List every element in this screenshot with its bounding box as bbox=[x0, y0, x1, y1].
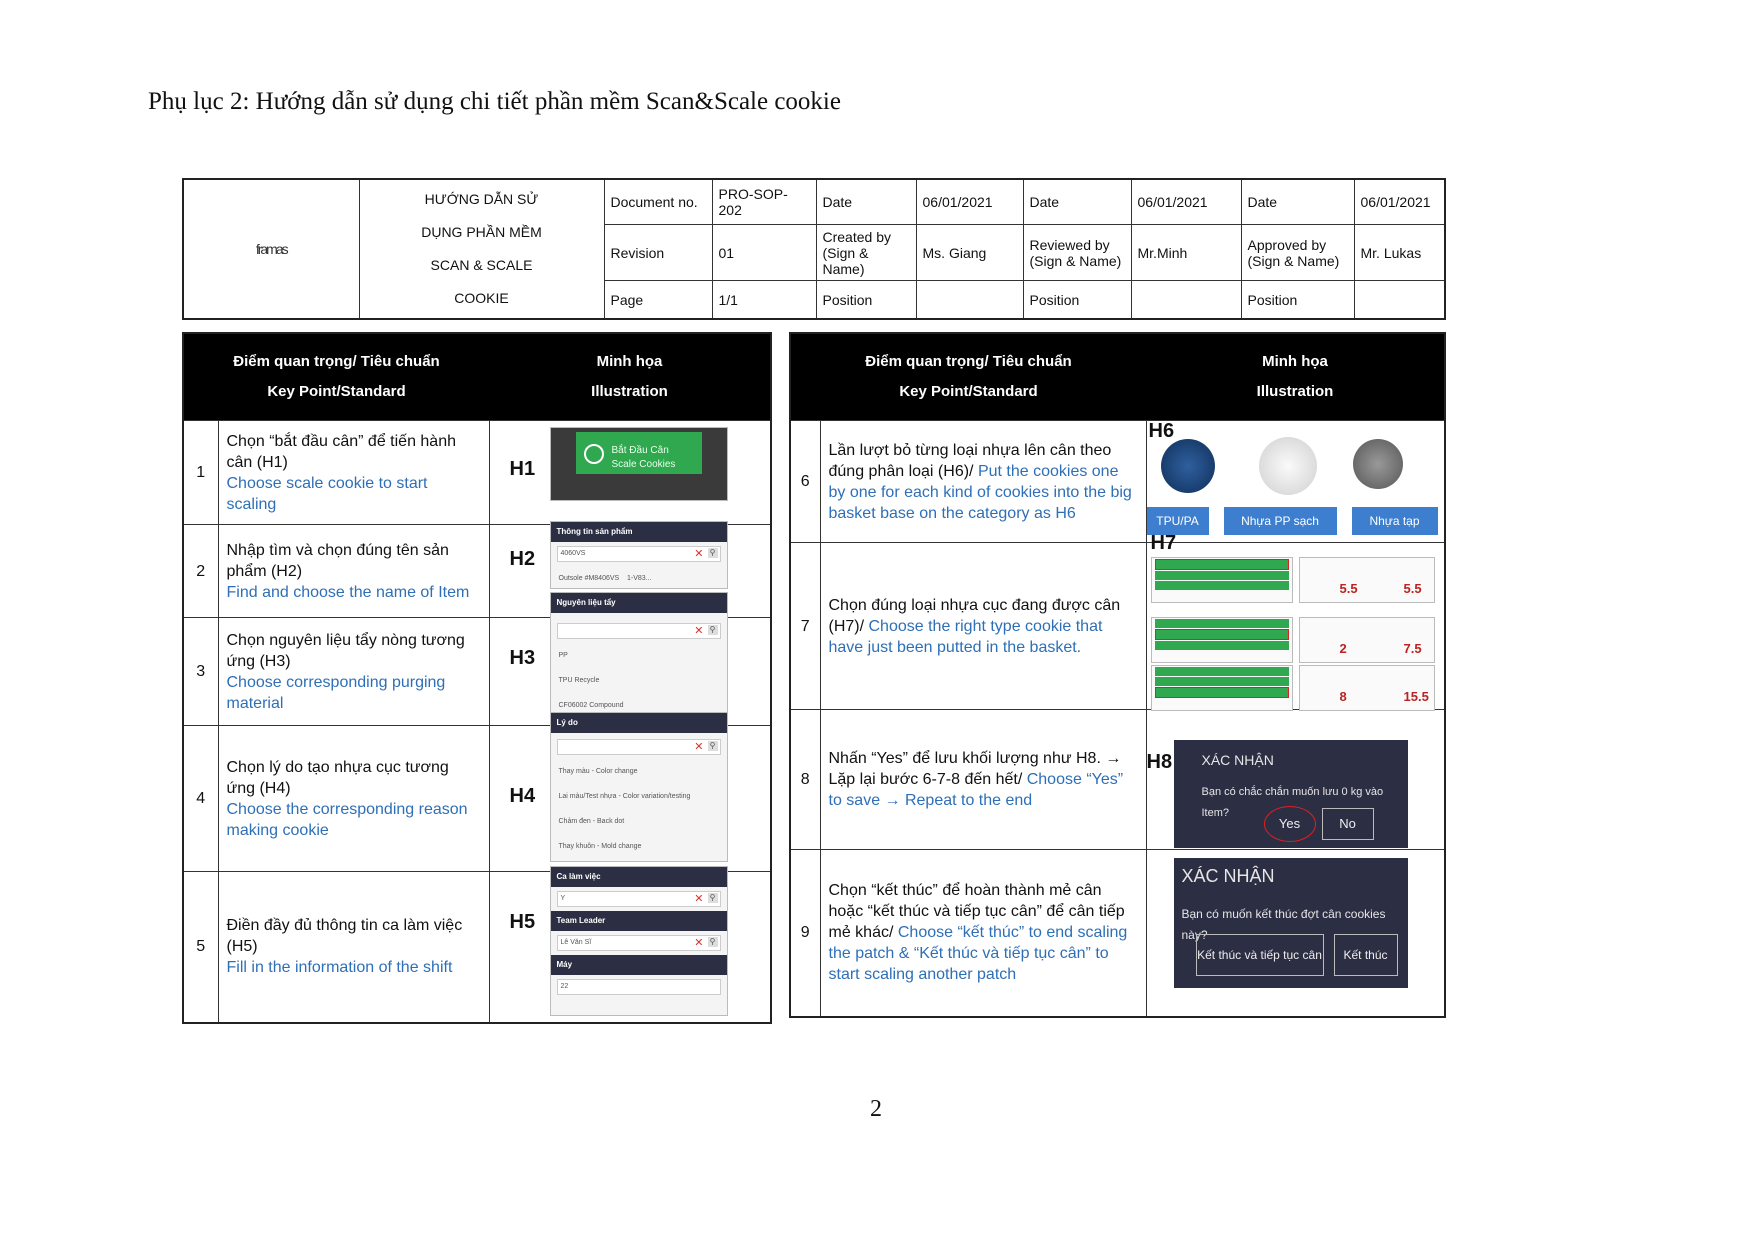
hdr-cell: 1/1 bbox=[712, 281, 816, 319]
end-button[interactable]: Kết thúc bbox=[1334, 934, 1398, 976]
step-vi: Chọn “kết thúc” để hoàn thành mẻ cân hoặc “kết thúc và tiếp tục cân” để cân tiếp mẻ khác/ bbox=[828, 882, 1125, 942]
step-text bbox=[218, 421, 489, 525]
col-header-vi: Minh họa bbox=[596, 353, 663, 370]
hdr-cell: 01 bbox=[712, 224, 816, 281]
step-text bbox=[820, 542, 1146, 710]
pp-cookie-image bbox=[1259, 437, 1317, 495]
col-header-vi: Điểm quan trọng/ Tiêu chuẩn bbox=[865, 353, 1072, 371]
h7-row bbox=[1155, 581, 1289, 590]
steps-table-right bbox=[789, 332, 1446, 1018]
purging-option[interactable]: PP bbox=[558, 652, 568, 659]
h7-row bbox=[1155, 667, 1289, 676]
reason-option[interactable]: Thay khuôn - Mold change bbox=[558, 843, 642, 850]
hdr-cell: Ms. Giang bbox=[916, 224, 1023, 281]
step-en: Choose the right type cookie that have just been putted in the basket. bbox=[828, 617, 1103, 656]
illustration-cell bbox=[489, 421, 771, 525]
step-text bbox=[820, 421, 1146, 542]
category-button-tpu[interactable]: TPU/PA bbox=[1147, 507, 1209, 535]
col-header-keypoint bbox=[790, 333, 1146, 421]
step-en: Choose “Yes” to save → Repeat to the end bbox=[828, 771, 1124, 810]
step-text bbox=[820, 710, 1146, 850]
clear-icon[interactable]: ✕ bbox=[694, 937, 704, 949]
sop-title bbox=[359, 179, 604, 319]
clear-icon[interactable]: ✕ bbox=[694, 625, 704, 637]
h7-row bbox=[1155, 629, 1289, 640]
step-number: 9 bbox=[790, 849, 820, 1017]
hdr-cell: Date bbox=[816, 179, 916, 224]
illus-label: H7 bbox=[1150, 531, 1177, 554]
machine-value: 22 bbox=[560, 983, 569, 990]
sop-title-line: COOKIE bbox=[454, 290, 509, 306]
step-text bbox=[218, 872, 489, 1023]
machine-bar: Máy bbox=[551, 955, 727, 975]
purging-option[interactable]: CF06002 Compound bbox=[558, 702, 624, 709]
step-en: Choose “kết thúc” to end scaling the patch & “Kết thúc và tiếp tục cân” to start scaling another patch bbox=[828, 924, 1128, 984]
purging-option[interactable]: TPU Recycle bbox=[558, 677, 600, 684]
h7-weight-left: 8 bbox=[1339, 688, 1347, 704]
illustration-cell bbox=[1146, 849, 1445, 1017]
team-leader-input[interactable] bbox=[557, 935, 721, 951]
dialog-question: Bạn có muốn kết thúc đợt cân cookies này? bbox=[1181, 906, 1386, 942]
illustration-cell bbox=[1146, 531, 1445, 710]
illustration-cell bbox=[1146, 421, 1445, 542]
product-search-value: 4060VS bbox=[560, 550, 586, 557]
col-header-en: Key Point/Standard bbox=[899, 383, 1038, 401]
hdr-cell: Position bbox=[1023, 281, 1131, 319]
step-number: 8 bbox=[790, 710, 820, 850]
team-leader-bar: Team Leader bbox=[551, 911, 727, 931]
step-vi: Chọn đúng loại nhựa cục đang được cân (H7)/ bbox=[828, 596, 1121, 635]
search-icon[interactable]: ⚲ bbox=[708, 741, 718, 751]
dialog-title: XÁC NHẬN bbox=[1181, 865, 1275, 886]
clear-icon[interactable]: ✕ bbox=[694, 893, 704, 905]
start-scale-label-en: Scale Cookies bbox=[611, 459, 676, 470]
h7-weight-panel bbox=[1299, 557, 1435, 603]
h7-weight-panel bbox=[1299, 665, 1435, 711]
shift-bar: Ca làm việc bbox=[551, 867, 727, 887]
h7-row bbox=[1155, 559, 1289, 570]
steps-table-left bbox=[182, 332, 772, 1024]
h7-weight-left: 5.5 bbox=[1339, 580, 1358, 596]
h7-product-panel bbox=[1151, 665, 1293, 711]
search-icon[interactable]: ⚲ bbox=[708, 625, 718, 635]
hdr-cell bbox=[916, 281, 1023, 319]
hdr-cell: Mr.Minh bbox=[1131, 224, 1241, 281]
hdr-cell: Position bbox=[1241, 281, 1354, 319]
col-header-en: Key Point/Standard bbox=[267, 383, 406, 400]
hdr-cell: 06/01/2021 bbox=[1131, 179, 1241, 224]
category-button-pp[interactable]: Nhựa PP sạch bbox=[1224, 507, 1337, 535]
sop-title-line: HƯỚNG DẪN SỬ bbox=[424, 191, 539, 207]
col-header-illustration bbox=[489, 333, 771, 421]
scale-icon bbox=[584, 444, 604, 464]
hdr-cell: Date bbox=[1241, 179, 1354, 224]
illus-label: H1 bbox=[509, 458, 536, 480]
confirm-end-dialog bbox=[1174, 858, 1408, 988]
step-vi: Điền đầy đủ thông tin ca làm việc (H5) bbox=[226, 917, 463, 956]
h7-weight-right: 5.5 bbox=[1403, 580, 1422, 596]
step-vi: Chọn “bắt đầu cân” để tiến hành cân (H1) bbox=[226, 432, 456, 471]
step-vi: Nhấn “Yes” để lưu khối lượng như H8. → Lặp lại bước 6-7-8 đến hết/ bbox=[828, 750, 1122, 789]
step-en: Choose scale cookie to start scaling bbox=[226, 474, 428, 513]
step-vi: Chọn lý do tạo nhựa cục tương ứng (H4) bbox=[226, 758, 449, 797]
illus-label: H5 bbox=[509, 911, 536, 933]
illus-label: H3 bbox=[509, 647, 536, 669]
step-text bbox=[218, 525, 489, 618]
hdr-cell: Position bbox=[816, 281, 916, 319]
h7-weight-panel bbox=[1299, 617, 1435, 663]
doc-title: Phụ lục 2: Hướng dẫn sử dụng chi tiết phần mềm Scan&Scale cookie bbox=[148, 88, 841, 115]
product-option-name: Outsole #M8406VS bbox=[558, 575, 620, 582]
category-button-mixed[interactable]: Nhựa tạp bbox=[1352, 507, 1438, 535]
hdr-cell: 06/01/2021 bbox=[916, 179, 1023, 224]
shift-value: Y bbox=[560, 895, 566, 902]
h4-screenshot bbox=[550, 712, 728, 862]
illustration-cell bbox=[489, 872, 771, 1023]
step-vi: Lần lượt bỏ từng loại nhựa lên cân theo đúng phân loại (H6)/ bbox=[828, 441, 1112, 480]
purging-material-bar: Nguyên liệu tẩy bbox=[551, 593, 727, 613]
hdr-cell: Document no. bbox=[604, 179, 712, 224]
h3-screenshot bbox=[550, 592, 728, 724]
hdr-cell: Mr. Lukas bbox=[1354, 224, 1445, 281]
h7-weight-right: 7.5 bbox=[1403, 640, 1422, 656]
hdr-cell: 06/01/2021 bbox=[1354, 179, 1445, 224]
col-header-illustration bbox=[1146, 333, 1445, 421]
step-vi: Chọn nguyên liệu tẩy nòng tương ứng (H3) bbox=[226, 631, 465, 670]
h7-row bbox=[1155, 571, 1289, 580]
illustration-cell bbox=[1146, 710, 1445, 850]
product-option-suffix: 1-V83... bbox=[626, 575, 652, 582]
reason-option[interactable] bbox=[551, 859, 727, 862]
reason-search-input[interactable] bbox=[557, 739, 721, 755]
illustration-cell bbox=[489, 598, 771, 726]
reason-option[interactable]: Lai màu/Test nhựa - Color variation/testing bbox=[558, 793, 691, 800]
reason-bar: Lý do bbox=[551, 713, 727, 733]
step-en: Fill in the information of the shift bbox=[226, 959, 453, 977]
illus-label: H2 bbox=[509, 548, 536, 570]
hdr-cell: Created by (Sign & Name) bbox=[816, 224, 916, 281]
step-number: 2 bbox=[183, 525, 218, 618]
illustration-cell bbox=[489, 718, 771, 872]
hdr-cell bbox=[1131, 281, 1241, 319]
col-header-vi: Minh họa bbox=[1262, 353, 1328, 371]
framas-logo: framas bbox=[183, 179, 359, 319]
clear-icon[interactable]: ✕ bbox=[694, 741, 704, 753]
step-vi: Nhập tìm và chọn đúng tên sản phẩm (H2) bbox=[226, 541, 449, 580]
confirm-save-dialog bbox=[1174, 740, 1408, 848]
step-number: 4 bbox=[183, 726, 218, 872]
hdr-cell: Approved by (Sign & Name) bbox=[1241, 224, 1354, 281]
step-number: 6 bbox=[790, 421, 820, 542]
page-number: 2 bbox=[870, 1096, 882, 1122]
illus-label: H8 bbox=[1146, 751, 1173, 774]
hdr-cell: Date bbox=[1023, 179, 1131, 224]
h7-weight-left: 2 bbox=[1339, 640, 1347, 656]
shift-input[interactable] bbox=[557, 891, 721, 907]
h7-row bbox=[1155, 619, 1289, 628]
h7-row bbox=[1155, 687, 1289, 698]
search-icon[interactable]: ⚲ bbox=[708, 937, 718, 947]
search-icon[interactable]: ⚲ bbox=[708, 893, 718, 903]
tpu-cookie-image bbox=[1161, 439, 1215, 493]
sop-title-line: SCAN & SCALE bbox=[430, 257, 533, 273]
machine-input[interactable] bbox=[557, 979, 721, 995]
hdr-cell: Page bbox=[604, 281, 712, 319]
reason-option[interactable]: Thay màu - Color change bbox=[558, 768, 638, 775]
step-en: Choose the corresponding reason making cookie bbox=[226, 800, 468, 839]
illus-label: H6 bbox=[1148, 420, 1175, 443]
step-text bbox=[218, 618, 489, 726]
step-en: Choose corresponding purging material bbox=[226, 673, 446, 712]
yes-button[interactable]: Yes bbox=[1264, 806, 1316, 842]
h1-screenshot bbox=[550, 427, 728, 501]
step-number: 1 bbox=[183, 421, 218, 525]
dialog-question: Bạn có chắc chắn muốn lưu 0 kg vào Item? bbox=[1201, 786, 1384, 820]
sop-title-line: DỤNG PHẦN MỀM bbox=[421, 224, 542, 240]
h7-product-panel bbox=[1151, 617, 1293, 663]
step-number: 5 bbox=[183, 872, 218, 1023]
mixed-cookie-image bbox=[1353, 439, 1403, 489]
step-text bbox=[218, 726, 489, 872]
product-search-input[interactable] bbox=[557, 546, 721, 562]
col-header-vi: Điểm quan trọng/ Tiêu chuẩn bbox=[233, 353, 440, 370]
no-button[interactable]: No bbox=[1322, 808, 1374, 840]
header-table bbox=[182, 178, 1446, 320]
hdr-cell bbox=[1354, 281, 1445, 319]
h7-row bbox=[1155, 641, 1289, 650]
hdr-cell: Revision bbox=[604, 224, 712, 281]
step-en: Put the cookies one by one for each kind of cookies into the big basket base on the category as H6 bbox=[828, 462, 1132, 522]
step-number: 3 bbox=[183, 618, 218, 726]
purging-search-input[interactable] bbox=[557, 623, 721, 639]
clear-icon[interactable]: ✕ bbox=[694, 548, 704, 560]
illus-label: H4 bbox=[509, 785, 536, 807]
product-info-bar: Thông tin sản phẩm bbox=[551, 522, 727, 542]
start-scale-label: Bắt Đầu Cân bbox=[611, 445, 669, 456]
h5-screenshot bbox=[550, 866, 728, 1016]
h7-product-panel bbox=[1151, 557, 1293, 603]
col-header-keypoint bbox=[183, 333, 489, 421]
end-and-continue-button[interactable]: Kết thúc và tiếp tục cân bbox=[1196, 934, 1324, 976]
team-leader-value: Lê Văn Sĩ bbox=[560, 939, 592, 946]
reason-option[interactable]: Chảm đen - Back dot bbox=[558, 818, 625, 825]
dialog-title: XÁC NHẬN bbox=[1201, 752, 1274, 769]
hdr-cell: PRO-SOP-202 bbox=[712, 179, 816, 224]
h2-screenshot bbox=[550, 521, 728, 589]
col-header-en: Illustration bbox=[591, 383, 668, 400]
step-number: 7 bbox=[790, 542, 820, 710]
hdr-cell: Reviewed by (Sign & Name) bbox=[1023, 224, 1131, 281]
step-text bbox=[820, 849, 1146, 1017]
step-en: Find and choose the name of Item bbox=[226, 583, 470, 601]
start-scale-button[interactable] bbox=[576, 432, 702, 474]
h7-row bbox=[1155, 677, 1289, 686]
h7-weight-right: 15.5 bbox=[1403, 688, 1429, 704]
product-option[interactable] bbox=[551, 566, 727, 589]
search-icon[interactable]: ⚲ bbox=[708, 548, 718, 558]
col-header-en: Illustration bbox=[1256, 383, 1334, 401]
